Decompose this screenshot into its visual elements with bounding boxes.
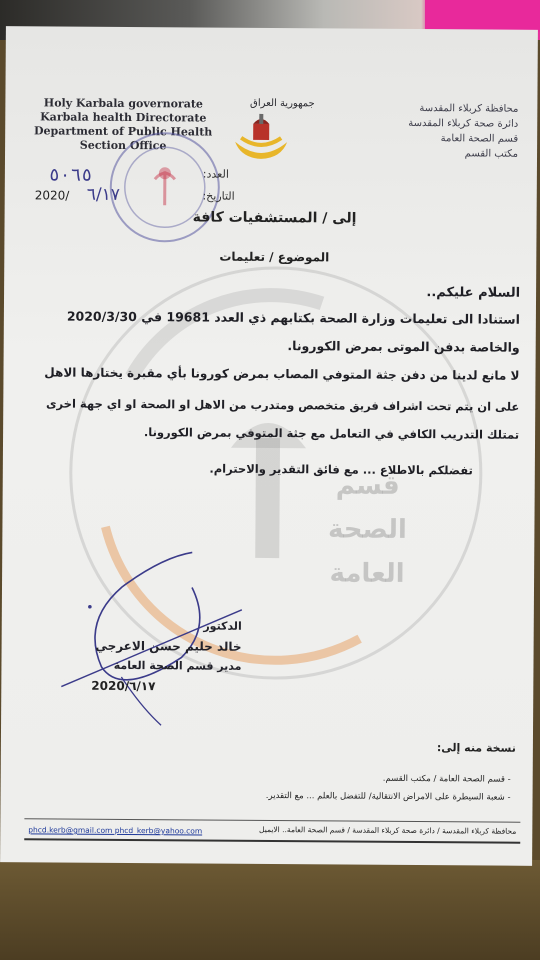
document-number-row <box>49 164 229 185</box>
handwritten-signature <box>41 546 252 727</box>
signature-date: 2020/٦/١٧ <box>91 678 156 694</box>
body-paragraph-line: على ان يتم تحت اشراف فريق متخصص ومتدرب من الاهل او الصحة او اي جهة اخرى <box>45 396 520 414</box>
watermark-line: الصحة <box>327 514 407 545</box>
body-paragraph-line: تمتلك التدريب الكافي في التعامل مع جثة المتوفي بمرض الكورونا. <box>143 425 520 442</box>
watermark-text <box>312 463 423 596</box>
body-paragraph-line: والخاصة بدفن الموتى بمرض الكورونا. <box>287 338 520 355</box>
body-paragraph-line: لا مانع لدينا من دفن جثة المتوفي المصاب بمرض كورونا بأي مقبرة يختارها الاهل <box>44 365 520 383</box>
footer-bottom-rule <box>24 838 520 843</box>
watermark-line: قسم <box>335 470 400 501</box>
letterhead-line: دائرة صحة كربلاء المقدسة <box>408 117 519 130</box>
copies-title: نسخة منه إلى: <box>436 741 516 755</box>
body-paragraph-line: استنادا الى تعليمات وزارة الصحة بكتابهم ذي العدد 19681 في 2020/3/30 <box>66 308 520 327</box>
document-date-row <box>35 186 235 209</box>
copy-recipient: - شعبة السيطرة على الامراض الانتقالية/ للتفضل بالعلم ... مع التقدير. <box>265 790 511 803</box>
document-date-year: 2020/ <box>34 188 70 203</box>
subject-line: الموضوع / تعليمات <box>219 249 330 265</box>
watermark-line: العامة <box>329 558 405 589</box>
recipient-line: إلى / المستشفيات كافة <box>192 209 357 227</box>
wooden-table <box>0 860 540 960</box>
letterhead-line: قسم الصحة العامة <box>440 133 519 145</box>
letterhead-line: Holy Karbala governorate <box>43 96 203 111</box>
signatory-position: مدير قسم الصحة العامة <box>113 658 242 673</box>
footer-emails: phcd.kerb@gmail.com phcd_kerb@yahoo.com <box>28 825 203 836</box>
document-date-label: التاريخ: <box>202 189 235 203</box>
footer-address: محافظة كربلاء المقدسة / دائرة صحة كربلاء المقدسة / قسم الصحة العامة.. الايميل <box>259 824 517 836</box>
signatory-name: خالد حليم حسن الاعرجي <box>95 638 242 654</box>
letterhead-line: Department of Public Health <box>33 124 213 139</box>
pink-folder-edge <box>425 0 540 32</box>
greeting: السلام عليكم.. <box>426 285 521 301</box>
arabic-letterhead <box>363 101 518 162</box>
letterhead-line: مكتب القسم <box>464 148 519 160</box>
document-number-label: العدد: <box>202 167 229 181</box>
republic-title: جمهورية العراق <box>250 97 315 110</box>
letterhead-line: Section Office <box>79 138 167 153</box>
letter-sheet <box>0 26 538 866</box>
footer-divider <box>24 818 520 822</box>
copy-recipient: - قسم الصحة العامة / مكتب القسم. <box>382 773 511 785</box>
letterhead-line: Karbala health Directorate <box>40 110 207 125</box>
document-date-handwritten: ٦/١٧ <box>86 184 120 205</box>
document-number: ٥٠٦٥ <box>48 164 93 186</box>
ministry-logo-icon <box>231 112 291 162</box>
signatory-title: الدكتور <box>203 619 242 633</box>
letterhead-line: محافظة كربلاء المقدسة <box>419 103 519 115</box>
closing-line: تفضلكم بالاطلاع ... مع فائق التقدير والاحترام. <box>209 461 473 478</box>
